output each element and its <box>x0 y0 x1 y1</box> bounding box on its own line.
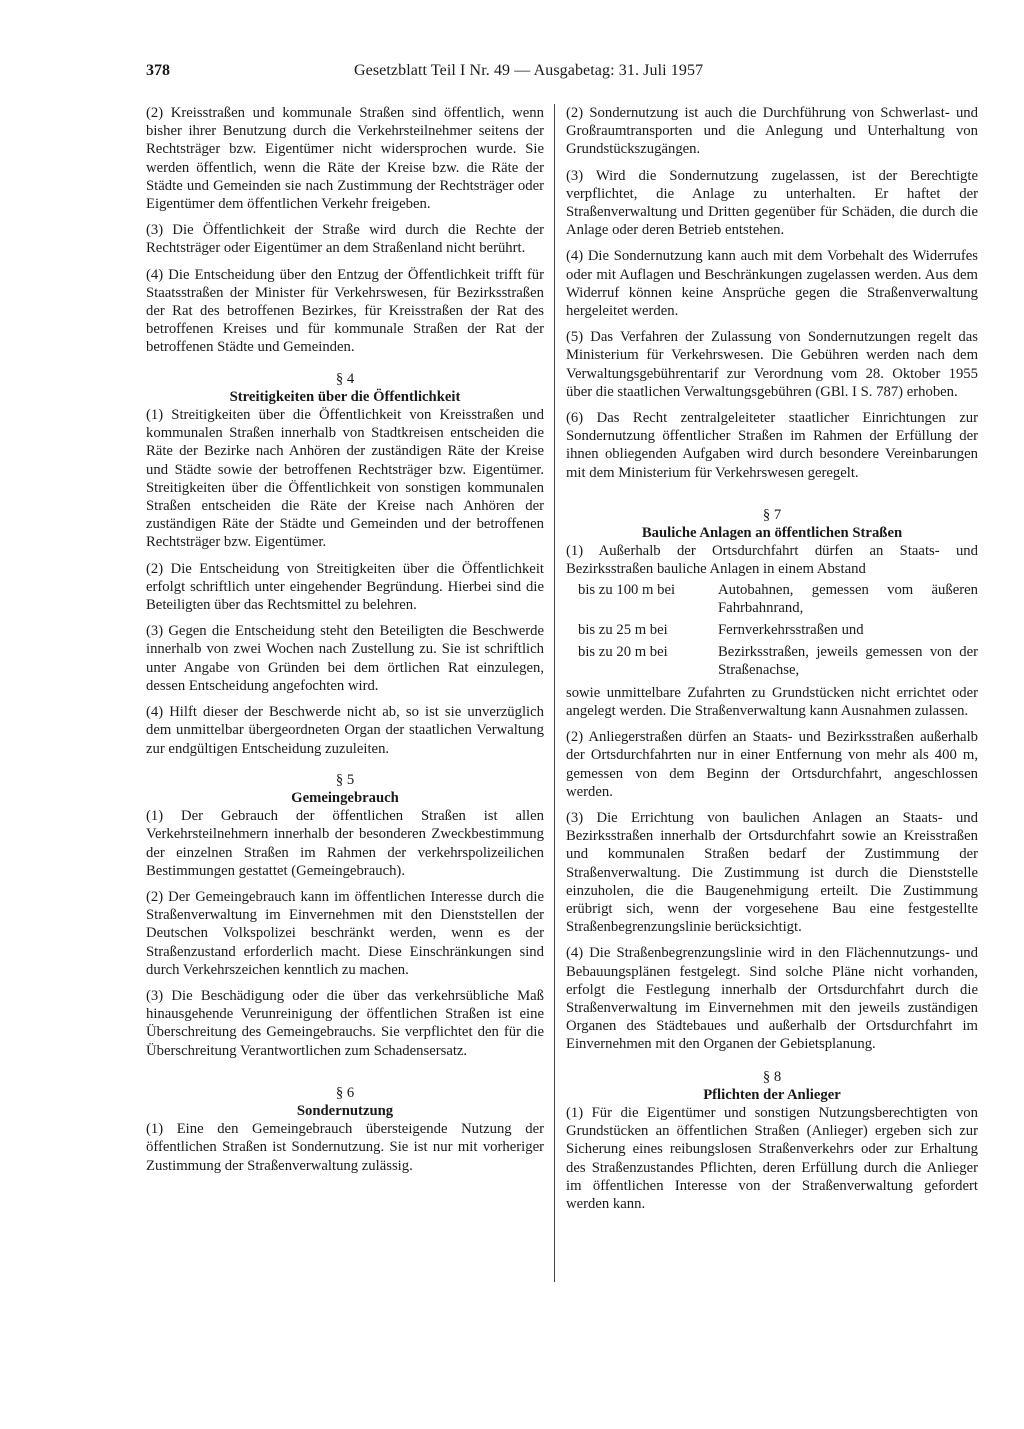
section-number-8: § 8 <box>762 1068 782 1085</box>
running-head: Gesetzblatt Teil I Nr. 49 — Ausgabetag: 31. Juli 1957 <box>354 62 704 79</box>
distance-row <box>578 581 978 617</box>
paragraph: (2) Die Entscheidung von Streitigkeiten über die Öffentlichkeit erfolgt schriftlich unter eingehender Begründung. Hierbei sind die Beteiligten über das Rechtsmittel zu belehren. <box>146 560 544 614</box>
left-column <box>146 104 544 1183</box>
column-rule <box>554 104 555 1282</box>
distance-row <box>578 621 978 639</box>
section-number-5: § 5 <box>335 771 355 788</box>
distance-label: bis zu 25 m bei <box>578 622 668 639</box>
section-number-4: § 4 <box>335 370 355 387</box>
paragraph: (3) Die Beschädigung oder die über das verkehrsübliche Maß hinausgehende Verunreinigung der öffentlichen Straßen ist eine Überschreitung des Gemeingebrauchs. Sie verpflichtet den für die Überschreitung Verantwortlichen zum Schadensersatz. <box>146 987 544 1059</box>
paragraph: (1) Für die Eigentümer und sonstigen Nutzungsberechtigten von Grundstücken an öffentlichen Straßen (Anlieger) ergeben sich zur Sicherung eines reibungslosen Straßenverkehrs oder zur Erhaltung des Straßenzustandes Pflichten, deren Erfüllung durch die Anlieger im öffentlichen Interesse von der Straßenverwaltung gefordert werden kann. <box>566 1104 978 1212</box>
distance-text: Fernverkehrsstraßen und <box>718 622 864 639</box>
paragraph: (2) Der Gemeingebrauch kann im öffentlichen Interesse durch die Straßenverwaltung im Einvernehmen mit den Dienststellen der Deutschen Volkspolizei beschränkt werden, wenn es der Straßenzustand erforderlich macht. Diese Einschränkungen sind durch Verkehrszeichen kenntlich zu machen. <box>146 888 544 978</box>
page-number: 378 <box>146 62 170 79</box>
section-number-7: § 7 <box>762 506 782 523</box>
distance-row <box>578 643 978 679</box>
paragraph: (1) Eine den Gemeingebrauch übersteigende Nutzung der öffentlichen Straßen ist Sondernutzung. Sie ist nur mit vorheriger Zustimmung der Straßenverwaltung zulässig. <box>146 1121 544 1174</box>
paragraph: (5) Das Verfahren der Zulassung von Sondernutzungen regelt das Ministerium für Verkehrswesen. Die Gebühren werden nach dem Verwaltungsgebührentarif zur Verordnung vom 28. Oktober 1955 über die staatlichen Verwaltungsgebühren (GBl. I S. 787) erhoben. <box>566 329 978 400</box>
paragraph: (3) Die Errichtung von baulichen Anlagen an Staats- und Bezirksstraßen innerhalb der Ortsdurchfahrt sowie an Kreisstraßen und kommunalen Straßen bedarf der Zustimmung der Straßenverwaltung. Die Zustimmung ist durch die Dienststelle einzuholen, die die Baugenehmigung erteilt. Die Zustimmung erübrigt sich, wenn der vorgesehene Bau eine festgestellte Straßenbegrenzungslinie berücksichtigt. <box>566 809 978 936</box>
section-title-8: Pflichten der Anlieger <box>703 1086 841 1103</box>
paragraph: (2) Sondernutzung ist auch die Durchführung von Schwerlast- und Großraumtransporten und die Anlegung und Unterhaltung von Grundstückszugängen. <box>566 105 978 158</box>
section-title-6: Sondernutzung <box>296 1102 394 1119</box>
paragraph: sowie unmittelbare Zufahrten zu Grundstücken nicht errichtet oder angelegt werden. Die Straßenverwaltung kann Ausnahmen zulassen. <box>566 684 978 719</box>
paragraph: (4) Hilft dieser der Beschwerde nicht ab, so ist sie unverzüglich dem unmittelbar übergeordneten Organ der staatlichen Verwaltung zur endgültigen Entscheidung zuzuleiten. <box>146 704 544 757</box>
paragraph: (6) Das Recht zentralgeleiteter staatlicher Einrichtungen zur Sondernutzung öffentlicher Straßen im Rahmen der Erfüllung der ihnen obliegenden Aufgaben wird durch besondere Vereinbarungen mit dem Ministerium für Verkehrswesen geregelt. <box>566 410 978 481</box>
paragraph: (2) Anliegerstraßen dürfen an Staats- und Bezirksstraßen außerhalb der Ortsdurchfahrten nur in einer Entfernung von mehr als 400 m, gemessen von dem Beginn der Ortsdurchfahrt, angeschlossen werden. <box>566 729 978 800</box>
paragraph: (4) Die Sondernutzung kann auch mit dem Vorbehalt des Widerrufes oder mit Auflagen und Beschränkungen zugelassen werden. Aus dem Widerruf können keine Ansprüche gegen die Straßenverwaltung hergeleitet werden. <box>566 248 978 320</box>
paragraph: (3) Die Öffentlichkeit der Straße wird durch die Rechte der Rechtsträger oder Eigentümer an dem Straßenland nicht berührt. <box>146 222 544 257</box>
section-title-7: Bauliche Anlagen an öffentlichen Straßen <box>641 525 903 542</box>
section-number-6: § 6 <box>335 1084 355 1101</box>
distance-text: Autobahnen, gemessen vom äußeren Fahrbahnrand, <box>718 581 978 616</box>
section-title-4: Streitigkeiten über die Öffentlichkeit <box>229 388 461 405</box>
paragraph: (4) Die Straßenbegrenzungslinie wird in den Flächennutzungs- und Bebauungsplänen festgelegt. Sind solche Pläne nicht vorhanden, erfolgt die Festlegung innerhalb der Ortsdurchfahrt durch die Straßenverwaltung im Einvernehmen mit den jeweils zuständigen Organen des Städtebaues und außerhalb der Ortsdurchfahrt im Einvernehmen mit den Organen der Gebietsplanung. <box>566 945 978 1053</box>
section-title-5: Gemeingebrauch <box>291 789 399 806</box>
distance-label: bis zu 20 m bei <box>578 644 668 661</box>
right-column <box>566 104 978 1221</box>
paragraph: (4) Die Entscheidung über den Entzug der Öffentlichkeit trifft für Staatsstraßen der Minister für Verkehrswesen, für Bezirksstraßen der Rat des betroffenen Bezirkes, für Kreisstraßen der Rat des betroffenen Kreises und für kommunale Straßen der Rat der betroffenen Städte und Gemeinden. <box>146 266 544 356</box>
paragraph: (3) Wird die Sondernutzung zugelassen, ist der Berechtigte verpflichtet, die Anlage zu unterhalten. Er haftet der Straßenverwaltung und Dritten gegenüber für Schäden, die durch die Anlage oder deren Betrieb entstehen. <box>566 167 978 239</box>
paragraph: (1) Außerhalb der Ortsdurchfahrt dürfen an Staats- und Bezirksstraßen bauliche Anlagen in einem Abstand <box>566 543 978 578</box>
paragraph: (1) Streitigkeiten über die Öffentlichkeit von Kreisstraßen und kommunalen Straßen innerhalb von Stadtkreisen entscheiden die Räte der Bezirke nach Anhören der zuständigen Räte der Kreise und Städte sowie der betroffenen Rechtsträger bzw. Eigentümer. Streitigkeiten über die Öffentlichkeit von sonstigen kommunalen Straßen entscheiden die Räte der Kreise nach Anhören der zuständigen Räte der Städte und Gemeinden und der betroffenen Rechtsträger bzw. Eigentümer. <box>146 407 544 551</box>
distance-label: bis zu 100 m bei <box>578 581 676 598</box>
paragraph: (1) Der Gebrauch der öffentlichen Straßen ist allen Verkehrsteilnehmern innerhalb der besonderen Zweckbestimmung der einzelnen Straßen im Rahmen der verkehrspolizeilichen Bestimmungen gestattet (Gemeingebrauch). <box>146 808 544 879</box>
paragraph: (3) Gegen die Entscheidung steht den Beteiligten die Beschwerde innerhalb von zwei Wochen nach Zustellung zu. Sie ist schriftlich unter Angabe von Gründen bei dem örtlichen Rat einzulegen, dessen Entscheidung angefochten wird. <box>146 623 544 694</box>
distance-text: Bezirksstraßen, jeweils gemessen von der Straßenachse, <box>718 644 978 679</box>
paragraph: (2) Kreisstraßen und kommunale Straßen sind öffentlich, wenn bisher ihrer Benutzung durch die Verkehrsteilnehmer seitens der Rechtsträger bzw. Eigentümer nicht widersprochen wurde. Sie werden öffentlich, wenn die Räte der Kreise bzw. die Räte der Städte und Gemeinden sie nach Zustimmung der Rechtsträger oder Eigentümer dem öffentlichen Verkehr freigeben. <box>146 105 544 213</box>
